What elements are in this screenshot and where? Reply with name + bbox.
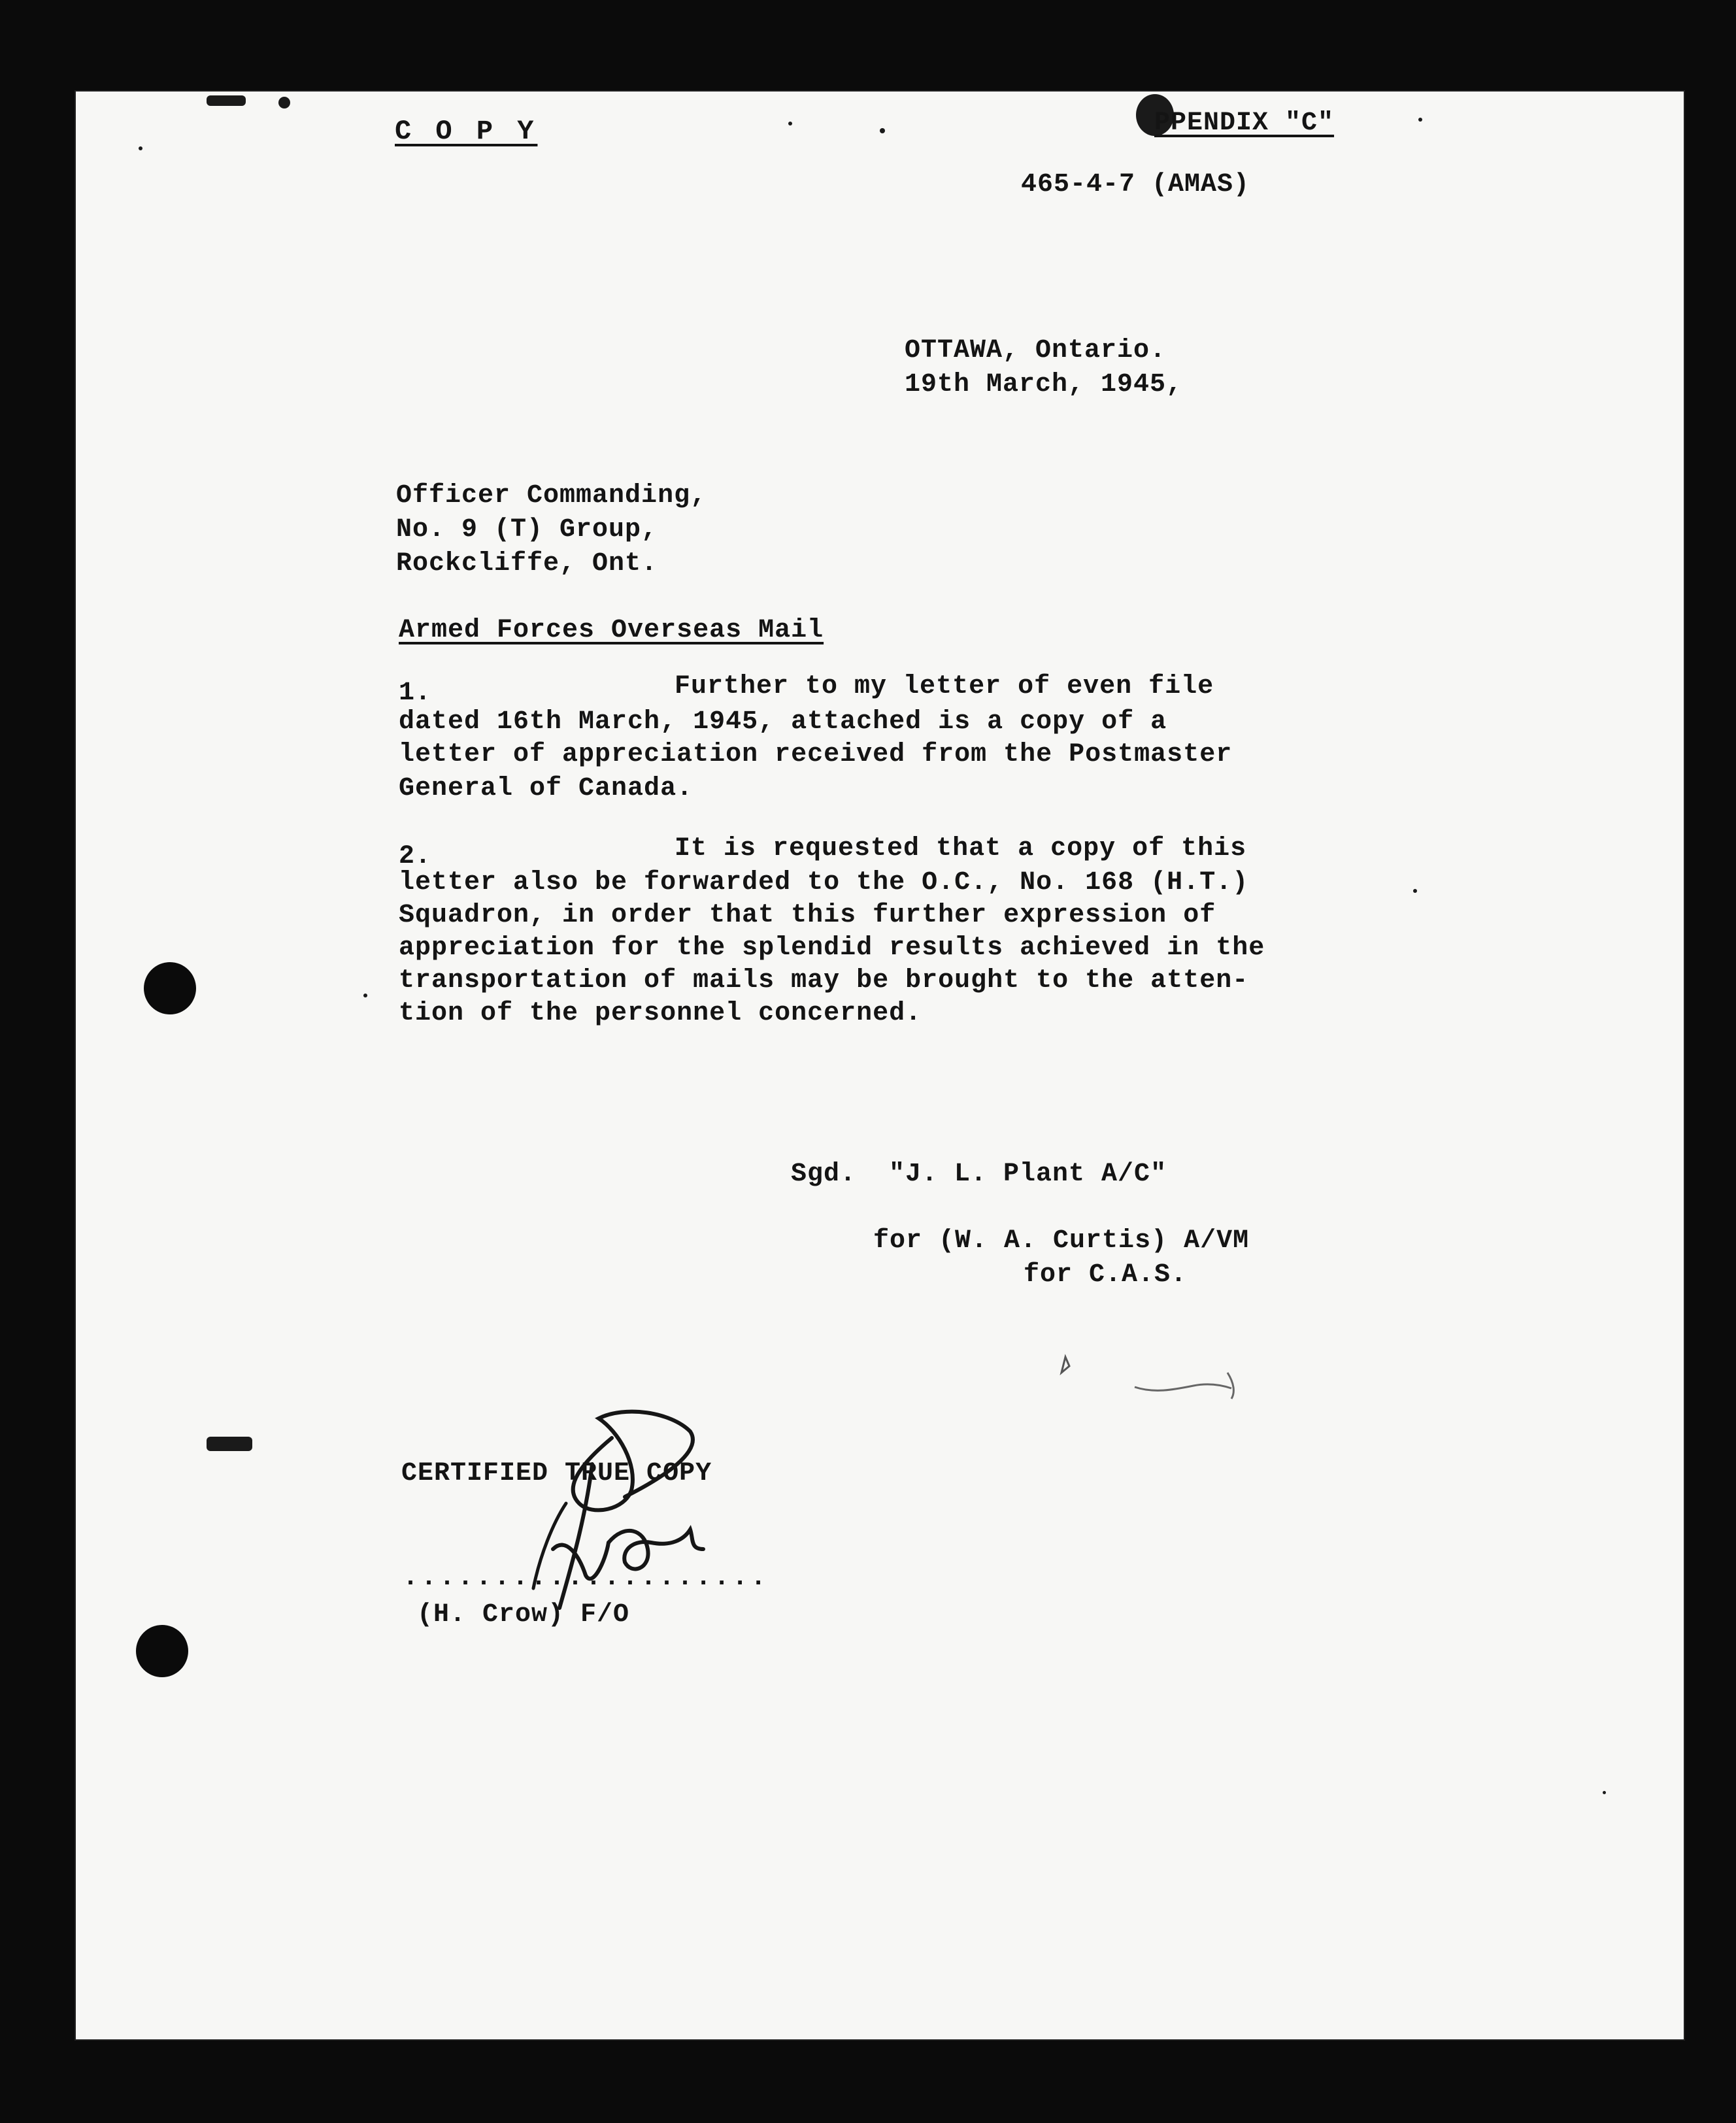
paragraph-2-line-5: transportation of mails may be brought to the atten- xyxy=(399,966,1249,995)
paragraph-1-line-1: Further to my letter of even file xyxy=(675,672,1214,701)
signature-dotted-line: .................... xyxy=(403,1563,769,1593)
paragraph-1-number: 1. xyxy=(399,678,432,708)
scan-speck xyxy=(278,97,290,109)
copy-label: C O P Y xyxy=(395,116,538,147)
certified-true-copy-label: CERTIFIED TRUE COPY xyxy=(401,1459,712,1488)
scan-speck xyxy=(1603,1791,1606,1794)
paragraph-2-line-4: appreciation for the splendid results achieved in the xyxy=(399,933,1265,963)
punch-hole-upper xyxy=(144,962,196,1014)
paragraph-1-line-2: dated 16th March, 1945, attached is a copy of a xyxy=(399,707,1167,737)
dateline-date: 19th March, 1945, xyxy=(905,370,1183,399)
addressee-line-3: Rockcliffe, Ont. xyxy=(396,549,658,578)
scan-smudge xyxy=(207,95,246,106)
subject-line: Armed Forces Overseas Mail xyxy=(399,616,824,645)
scan-speck xyxy=(363,994,367,997)
paragraph-2-line-6: tion of the personnel concerned. xyxy=(399,999,922,1028)
paragraph-2-line-3: Squadron, in order that this further expression of xyxy=(399,901,1216,930)
paragraph-2-line-1: It is requested that a copy of this xyxy=(675,834,1247,863)
appendix-label: PPENDIX "C" xyxy=(1154,109,1335,138)
paragraph-2-number: 2. xyxy=(399,842,432,871)
for-cas-line: for C.A.S. xyxy=(1024,1260,1188,1290)
scan-speck xyxy=(1413,889,1417,893)
addressee-line-1: Officer Commanding, xyxy=(396,481,707,510)
scan-smudge xyxy=(207,1437,252,1451)
paragraph-1-line-4: General of Canada. xyxy=(399,774,693,803)
addressee-line-2: No. 9 (T) Group, xyxy=(396,515,658,544)
document-page xyxy=(76,92,1684,2039)
sgd-label: Sgd. xyxy=(791,1160,857,1189)
paragraph-2-line-2: letter also be forwarded to the O.C., No. 168 (H.T.) xyxy=(399,868,1249,897)
for-line: for (W. A. Curtis) A/VM xyxy=(873,1226,1250,1256)
handwritten-signature xyxy=(494,1392,769,1654)
signer-name: "J. L. Plant A/C" xyxy=(889,1160,1167,1189)
certifier-name: (H. Crow) F/O xyxy=(417,1600,630,1630)
file-reference: 465-4-7 (AMAS) xyxy=(1021,170,1250,199)
scan-speck xyxy=(139,146,142,150)
punch-hole-lower xyxy=(136,1625,188,1677)
scan-speck xyxy=(788,122,792,125)
paragraph-1-line-3: letter of appreciation received from the Postmaster xyxy=(399,740,1233,769)
scan-speck xyxy=(1418,118,1422,122)
pencil-mark xyxy=(1056,1346,1265,1412)
scan-speck xyxy=(880,128,885,133)
dateline-place: OTTAWA, Ontario. xyxy=(905,336,1167,365)
